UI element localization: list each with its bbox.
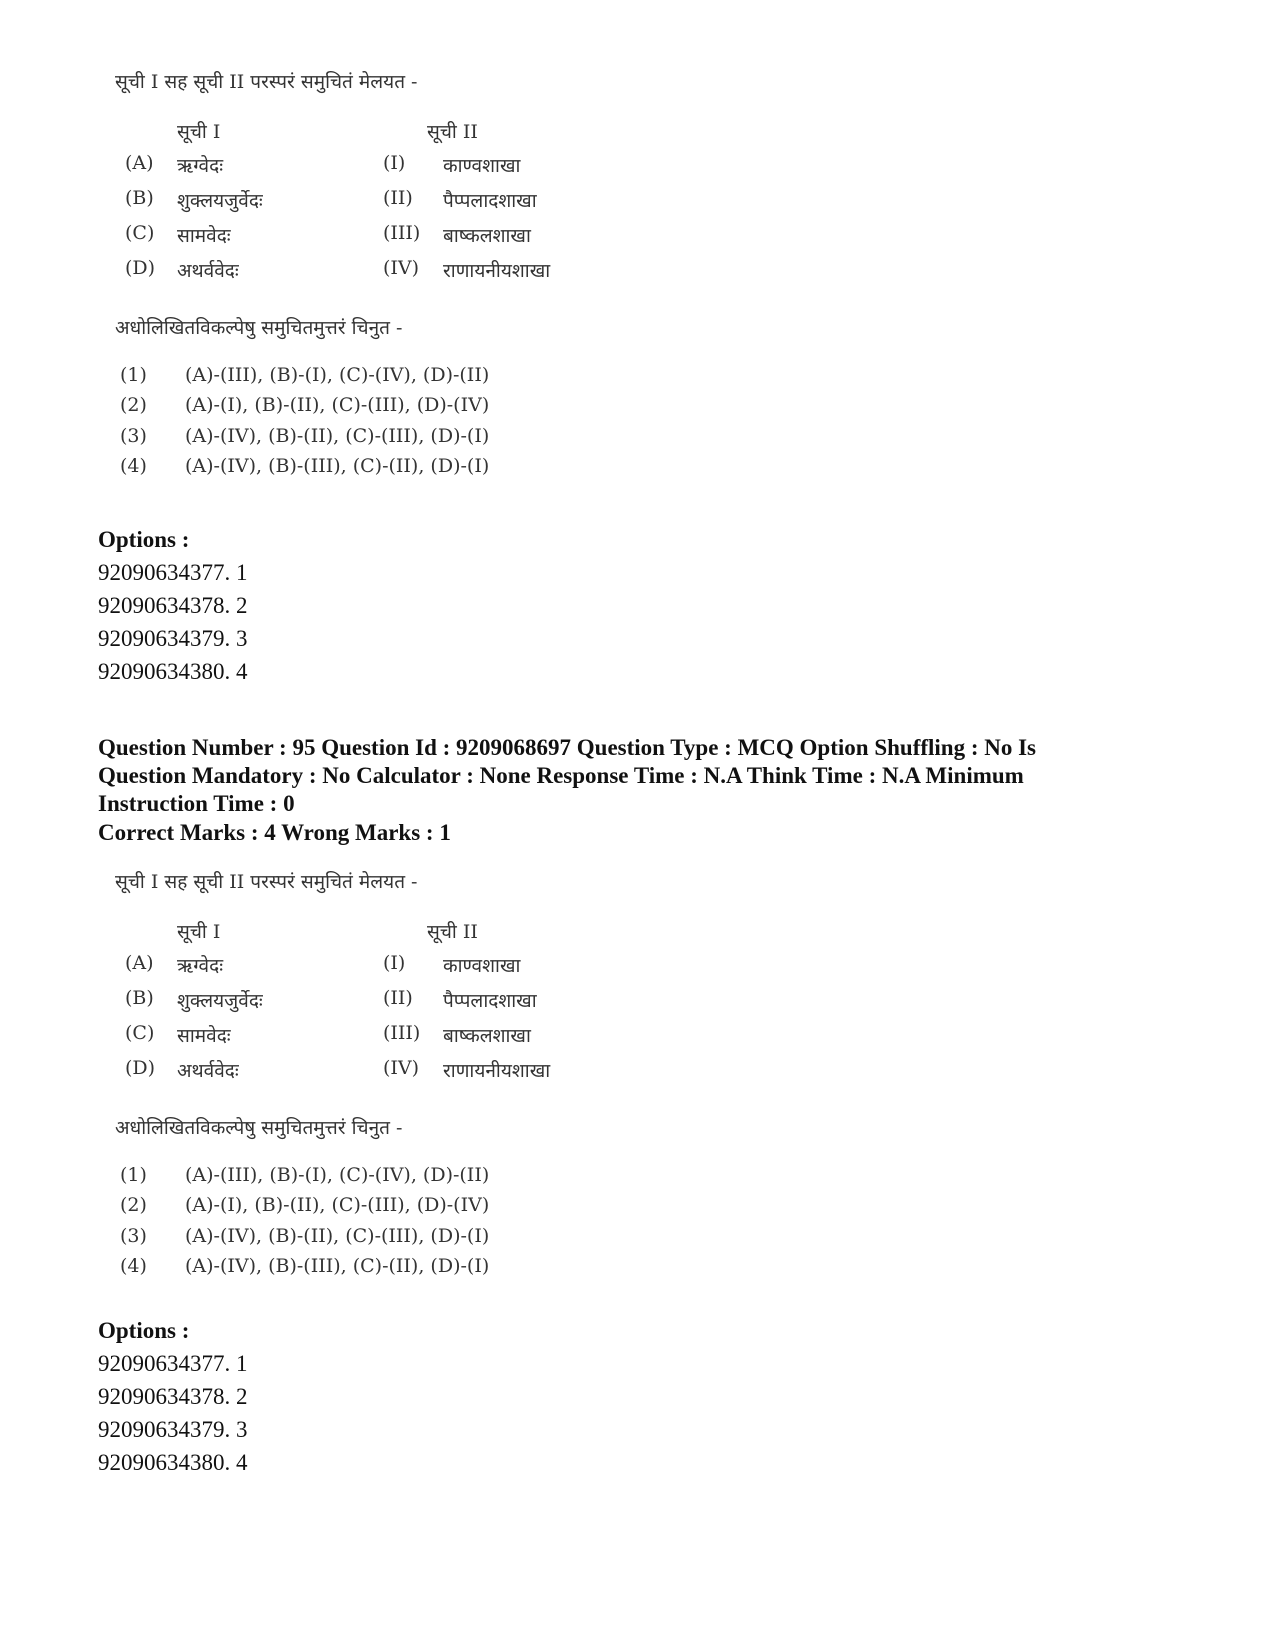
left-label: (C) [125,222,155,244]
right-text: पैप्पलादशाखा [443,990,537,1012]
right-label: (I) [383,152,406,174]
question-marks: Correct Marks : 4 Wrong Marks : 1 [98,820,451,845]
list2-heading: सूची II [427,121,478,143]
left-label: (A) [125,952,154,974]
option-item: 92090634379. 3 [98,1417,248,1442]
left-text: अथर्ववेदः [177,260,239,282]
list1-heading: सूची I [177,921,221,943]
list2-heading: सूची II [427,921,478,943]
choice-number: (4) [120,1255,147,1277]
choice-number: (4) [120,455,147,477]
question-meta-line: Question Mandatory : No Calculator : None Response Time : N.A Think Time : N.A Minimum [98,763,1024,788]
list1-heading: सूची I [177,121,221,143]
option-item: 92090634380. 4 [98,1450,248,1475]
right-label: (III) [383,1022,421,1044]
right-text: काण्वशाखा [443,955,521,977]
left-text: शुक्लयजुर्वेदः [177,190,263,212]
options-title: Options : [98,527,190,552]
options-title: Options : [98,1318,190,1343]
match-row [125,187,685,217]
right-label: (IV) [383,1057,420,1079]
right-text: बाष्कलशाखा [443,1025,531,1047]
left-text: ऋग्वेदः [177,155,224,177]
choose-instruction: अधोलिखितविकल्पेषु समुचितमुत्तरं चिनुत - [115,317,403,339]
option-item: 92090634378. 2 [98,1384,248,1409]
left-text: ऋग्वेदः [177,955,224,977]
options-list [98,1314,248,1479]
choice-text: (A)-(III), (B)-(I), (C)-(IV), (D)-(II) [185,1164,490,1186]
match-row [125,222,685,252]
match-row [125,257,685,287]
choice-text: (A)-(I), (B)-(II), (C)-(III), (D)-(IV) [185,394,490,416]
left-label: (D) [125,1057,156,1079]
right-label: (IV) [383,257,420,279]
right-text: पैप्पलादशाखा [443,190,537,212]
right-text: राणायनीयशाखा [443,260,551,282]
option-item: 92090634377. 1 [98,560,248,585]
choice-number: (3) [120,1225,147,1247]
left-label: (B) [125,187,154,209]
choice-number: (1) [120,364,147,386]
match-row [125,952,685,982]
match-instruction: सूची I सह सूची II परस्परं समुचितं मेलयत - [115,71,418,93]
choice-text: (A)-(IV), (B)-(II), (C)-(III), (D)-(I) [185,1225,490,1247]
question-meta [98,734,1098,818]
right-label: (II) [383,187,413,209]
left-text: सामवेदः [177,225,231,247]
left-label: (A) [125,152,154,174]
choice-text: (A)-(IV), (B)-(III), (C)-(II), (D)-(I) [185,455,490,477]
question-meta-line: Question Number : 95 Question Id : 9209068697 Question Type : MCQ Option Shuffling : No Is [98,735,1037,760]
option-item: 92090634377. 1 [98,1351,248,1376]
right-text: बाष्कलशाखा [443,225,531,247]
left-label: (C) [125,1022,155,1044]
match-row [125,987,685,1017]
choice-number: (3) [120,425,147,447]
match-row [125,1022,685,1052]
left-label: (B) [125,987,154,1009]
choice-text: (A)-(IV), (B)-(III), (C)-(II), (D)-(I) [185,1255,490,1277]
option-item: 92090634380. 4 [98,659,248,684]
right-text: राणायनीयशाखा [443,1060,551,1082]
question-meta-line: Instruction Time : 0 [98,791,295,816]
left-label: (D) [125,257,156,279]
option-item: 92090634379. 3 [98,626,248,651]
right-label: (II) [383,987,413,1009]
right-label: (III) [383,222,421,244]
right-text: काण्वशाखा [443,155,521,177]
match-row [125,152,685,182]
left-text: सामवेदः [177,1025,231,1047]
choice-text: (A)-(IV), (B)-(II), (C)-(III), (D)-(I) [185,425,490,447]
option-item: 92090634378. 2 [98,593,248,618]
options-list [98,523,248,688]
left-text: अथर्ववेदः [177,1060,239,1082]
choice-text: (A)-(I), (B)-(II), (C)-(III), (D)-(IV) [185,1194,490,1216]
choice-number: (1) [120,1164,147,1186]
left-text: शुक्लयजुर्वेदः [177,990,263,1012]
choice-text: (A)-(III), (B)-(I), (C)-(IV), (D)-(II) [185,364,490,386]
match-instruction: सूची I सह सूची II परस्परं समुचितं मेलयत - [115,871,418,893]
right-label: (I) [383,952,406,974]
choice-number: (2) [120,1194,147,1216]
choose-instruction: अधोलिखितविकल्पेषु समुचितमुत्तरं चिनुत - [115,1117,403,1139]
match-row [125,1057,685,1087]
choice-number: (2) [120,394,147,416]
